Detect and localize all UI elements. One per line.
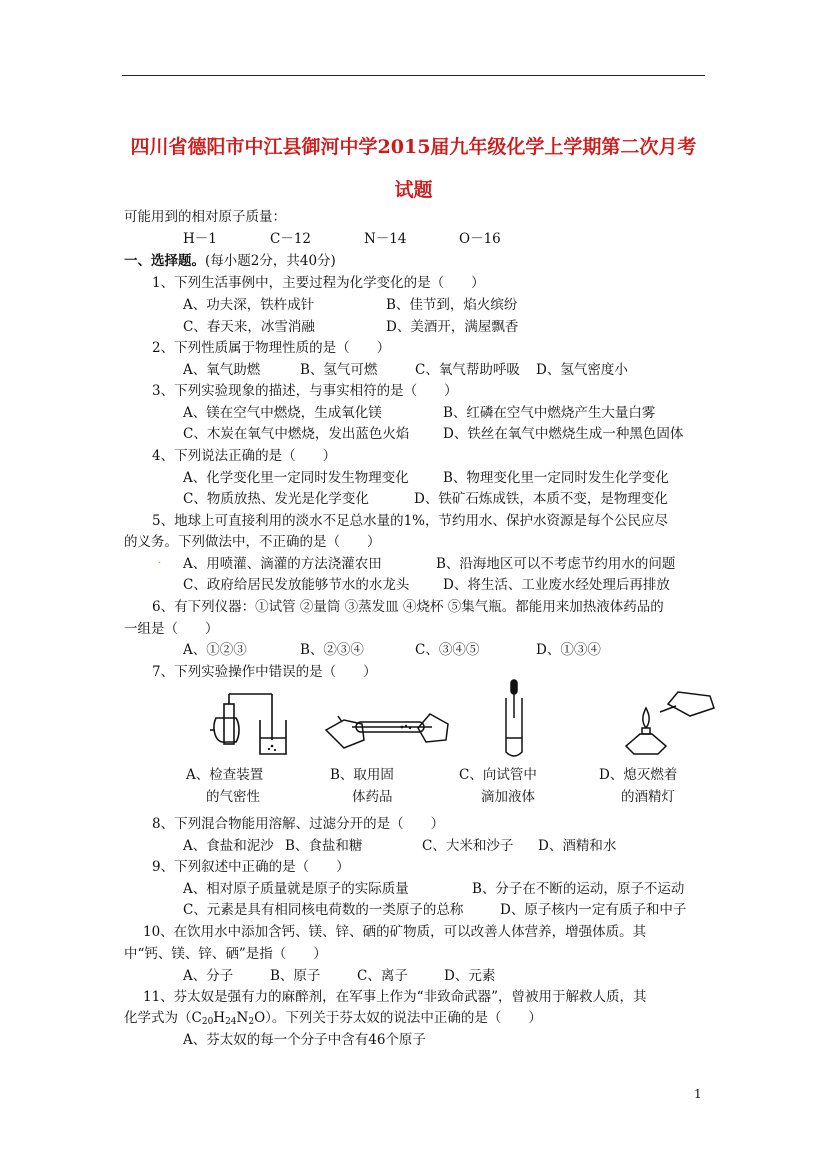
mass-n: N－14 xyxy=(364,231,407,247)
question-stem: 6、有下列仪器：①试管 ②量筒 ③蒸发皿 ④烧杯 ⑤集气瓶。都能用来加热液体药品的 xyxy=(152,599,664,615)
option-a: A、功夫深，铁杵成针 xyxy=(183,297,315,313)
question-stem: 11、芬太奴是强有力的麻醉剂，在军事上作为“非致命武器”，曾被用于解救人质，其 xyxy=(143,989,647,1005)
formula-subscript: 24 xyxy=(225,1017,237,1027)
option-a: A、镁在空气中燃烧，生成氧化镁 xyxy=(183,405,382,421)
caption-line: 滴加液体 xyxy=(481,789,535,805)
caption-line: C、向试管中 xyxy=(459,767,537,783)
option-c: C、大米和沙子 xyxy=(422,838,514,854)
option-d: D、①③④ xyxy=(536,642,601,658)
option-b: B、红磷在空气中燃烧产生大量白雾 xyxy=(443,405,656,421)
question-stem: 7、下列实验操作中错误的是（ ） xyxy=(152,664,377,680)
question-stem: 9、下列叙述中正确的是（ ） xyxy=(152,859,350,875)
figure-caption-a xyxy=(186,764,263,808)
airtightness-apparatus-figure xyxy=(210,690,290,762)
option-c: C、春天来，冰雪消融 xyxy=(183,319,315,335)
option-c: C、物质放热、发光是化学变化 xyxy=(183,491,369,507)
option-b: B、物理变化里一定同时发生化学变化 xyxy=(443,470,669,486)
page-number: 1 xyxy=(694,1087,702,1101)
option-b: B、食盐和糖 xyxy=(285,838,363,854)
question-stem: 10、在饮用水中添加含钙、镁、锌、硒的矿物质，可以改善人体营养，增强体质。其 xyxy=(143,924,647,940)
question-stem: 1、下列生活事例中，主要过程为化学变化的是（ ） xyxy=(152,275,485,291)
intro-label: 可能用到的相对原子质量： xyxy=(124,209,286,225)
option-a: A、氧气助燃 xyxy=(183,362,261,378)
option-d: D、美酒开，满屋飘香 xyxy=(386,319,519,335)
formula-element: H xyxy=(213,1010,226,1026)
option-d: D、将生活、工业废水经处理后再排放 xyxy=(443,577,670,593)
section-heading-note: (每小题2分，共40分) xyxy=(205,253,336,269)
section-heading xyxy=(124,251,336,271)
option-b: B、沿海地区可以不考虑节约用水的问题 xyxy=(436,556,676,572)
alcohol-lamp-figure xyxy=(618,686,716,760)
option-b: B、氢气可燃 xyxy=(300,362,378,378)
question-stem-continued: 一组是（ ） xyxy=(124,621,219,637)
figure-caption-b xyxy=(330,764,394,808)
dropper-test-tube-figure xyxy=(502,678,526,760)
option-d: D、酒精和水 xyxy=(538,838,617,854)
option-d: D、铁丝在氧气中燃烧生成一种黑色固体 xyxy=(443,426,684,442)
option-a: A、用喷灌、滴灌的方法浇灌农田 xyxy=(183,556,382,572)
question-stem: 8、下列混合物能用溶解、过滤分开的是（ ） xyxy=(152,816,445,832)
question-stem: 4、下列说法正确的是（ ） xyxy=(152,448,337,464)
option-b: B、佳节到，焰火缤纷 xyxy=(386,297,518,313)
question-stem-continued: 中“钙、镁、锌、硒”是指（ ） xyxy=(124,946,327,962)
question-stem: 2、下列性质属于物理性质的是（ ） xyxy=(152,340,391,356)
option-c: C、政府给居民发放能够节水的水龙头 xyxy=(183,577,410,593)
formula-prefix: 化学式为（C xyxy=(124,1010,202,1026)
formula-suffix: O）。下列关于芬太奴的说法中正确的是（ ） xyxy=(254,1010,542,1026)
caption-line: A、检查装置 xyxy=(186,767,264,783)
option-d: D、氢气密度小 xyxy=(536,362,628,378)
option-a: A、分子 xyxy=(183,968,234,984)
option-a: A、化学变化里一定同时发生物理变化 xyxy=(183,470,409,486)
page-title-continued: 试题 xyxy=(394,179,433,201)
mass-c: C－12 xyxy=(270,231,312,247)
caption-line: 的气密性 xyxy=(206,789,260,805)
option-c: C、木炭在氧气中燃烧，发出蓝色火焰 xyxy=(183,426,410,442)
option-b: B、②③④ xyxy=(300,642,364,658)
option-c: C、③④⑤ xyxy=(415,642,480,658)
stray-mark: . xyxy=(158,555,162,566)
formula-element: N xyxy=(236,1010,249,1026)
header-rule xyxy=(122,75,705,76)
option-c: C、氧气帮助呼吸 xyxy=(415,362,520,378)
option-d: D、元素 xyxy=(444,968,496,984)
option-b: B、分子在不断的运动，原子不运动 xyxy=(472,881,685,897)
mass-o: O－16 xyxy=(459,231,501,247)
option-d: D、原子核内一定有质子和中子 xyxy=(500,902,687,918)
question-stem-continued xyxy=(124,1008,542,1032)
option-a: A、食盐和泥沙 xyxy=(183,838,274,854)
figure-caption-c xyxy=(459,764,537,808)
formula-subscript: 20 xyxy=(201,1017,214,1027)
option-d: D、铁矿石炼成铁，本质不变，是物理变化 xyxy=(414,491,668,507)
section-heading-bold: 一、选择题。 xyxy=(124,253,205,269)
option-b: B、原子 xyxy=(270,968,321,984)
question-stem-continued: 的义务。下列做法中，不正确的是（ ） xyxy=(124,534,381,550)
option-c: C、元素是具有相同核电荷数的一类原子的总称 xyxy=(183,902,464,918)
option-a: A、相对原子质量就是原子的实际质量 xyxy=(183,881,409,897)
figure-caption-d xyxy=(599,764,677,808)
mass-h: H－1 xyxy=(183,231,217,247)
caption-line: D、熄灭燃着 xyxy=(599,767,678,783)
option-a: A、①②③ xyxy=(183,642,247,658)
page-title: 四川省德阳市中江县御河中学2015届九年级化学上学期第二次月考 xyxy=(130,136,697,158)
option-c: C、离子 xyxy=(357,968,408,984)
caption-line: B、取用固 xyxy=(330,767,394,783)
caption-line: 体药品 xyxy=(352,789,393,805)
question-stem: 5、地球上可直接利用的淡水不足总水量的1%，节约用水、保护水资源是每个公民应尽 xyxy=(152,513,669,529)
caption-line: 的酒精灯 xyxy=(621,789,675,805)
option-a: A、芬太奴的每一个分子中含有46个原子 xyxy=(183,1032,426,1048)
question-stem: 3、下列实验现象的描述，与事实相符的是（ ） xyxy=(152,383,458,399)
solid-reagent-tube-figure xyxy=(322,700,452,760)
formula-subscript: 2 xyxy=(248,1017,255,1027)
